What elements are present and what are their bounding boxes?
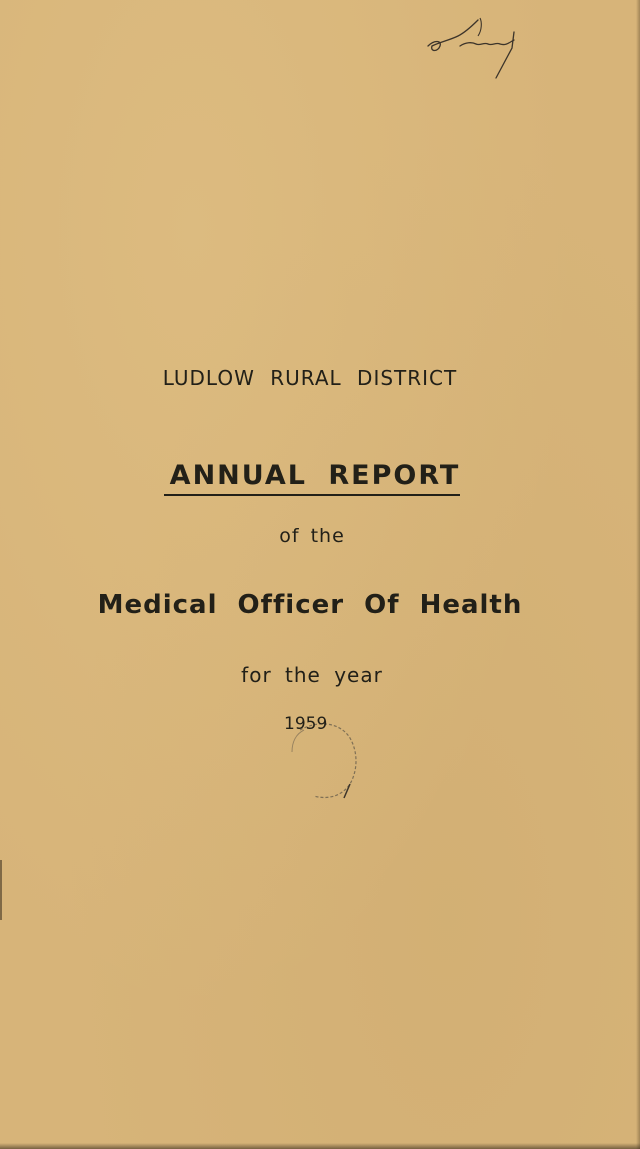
report-title: ANNUAL REPORT [169,460,461,491]
report-year: 1959 [284,714,328,734]
for-the-year-text: for the year [241,663,383,687]
page-left-mark [0,860,2,920]
handwritten-signature [420,12,530,82]
of-the-text: of the [279,525,345,547]
district-name: LUDLOW RURAL DISTRICT [162,366,458,390]
title-underline [164,494,460,496]
page-right-edge [636,0,640,1149]
page-bottom-edge [0,1143,640,1149]
officer-title: Medical Officer Of Health [97,590,523,620]
